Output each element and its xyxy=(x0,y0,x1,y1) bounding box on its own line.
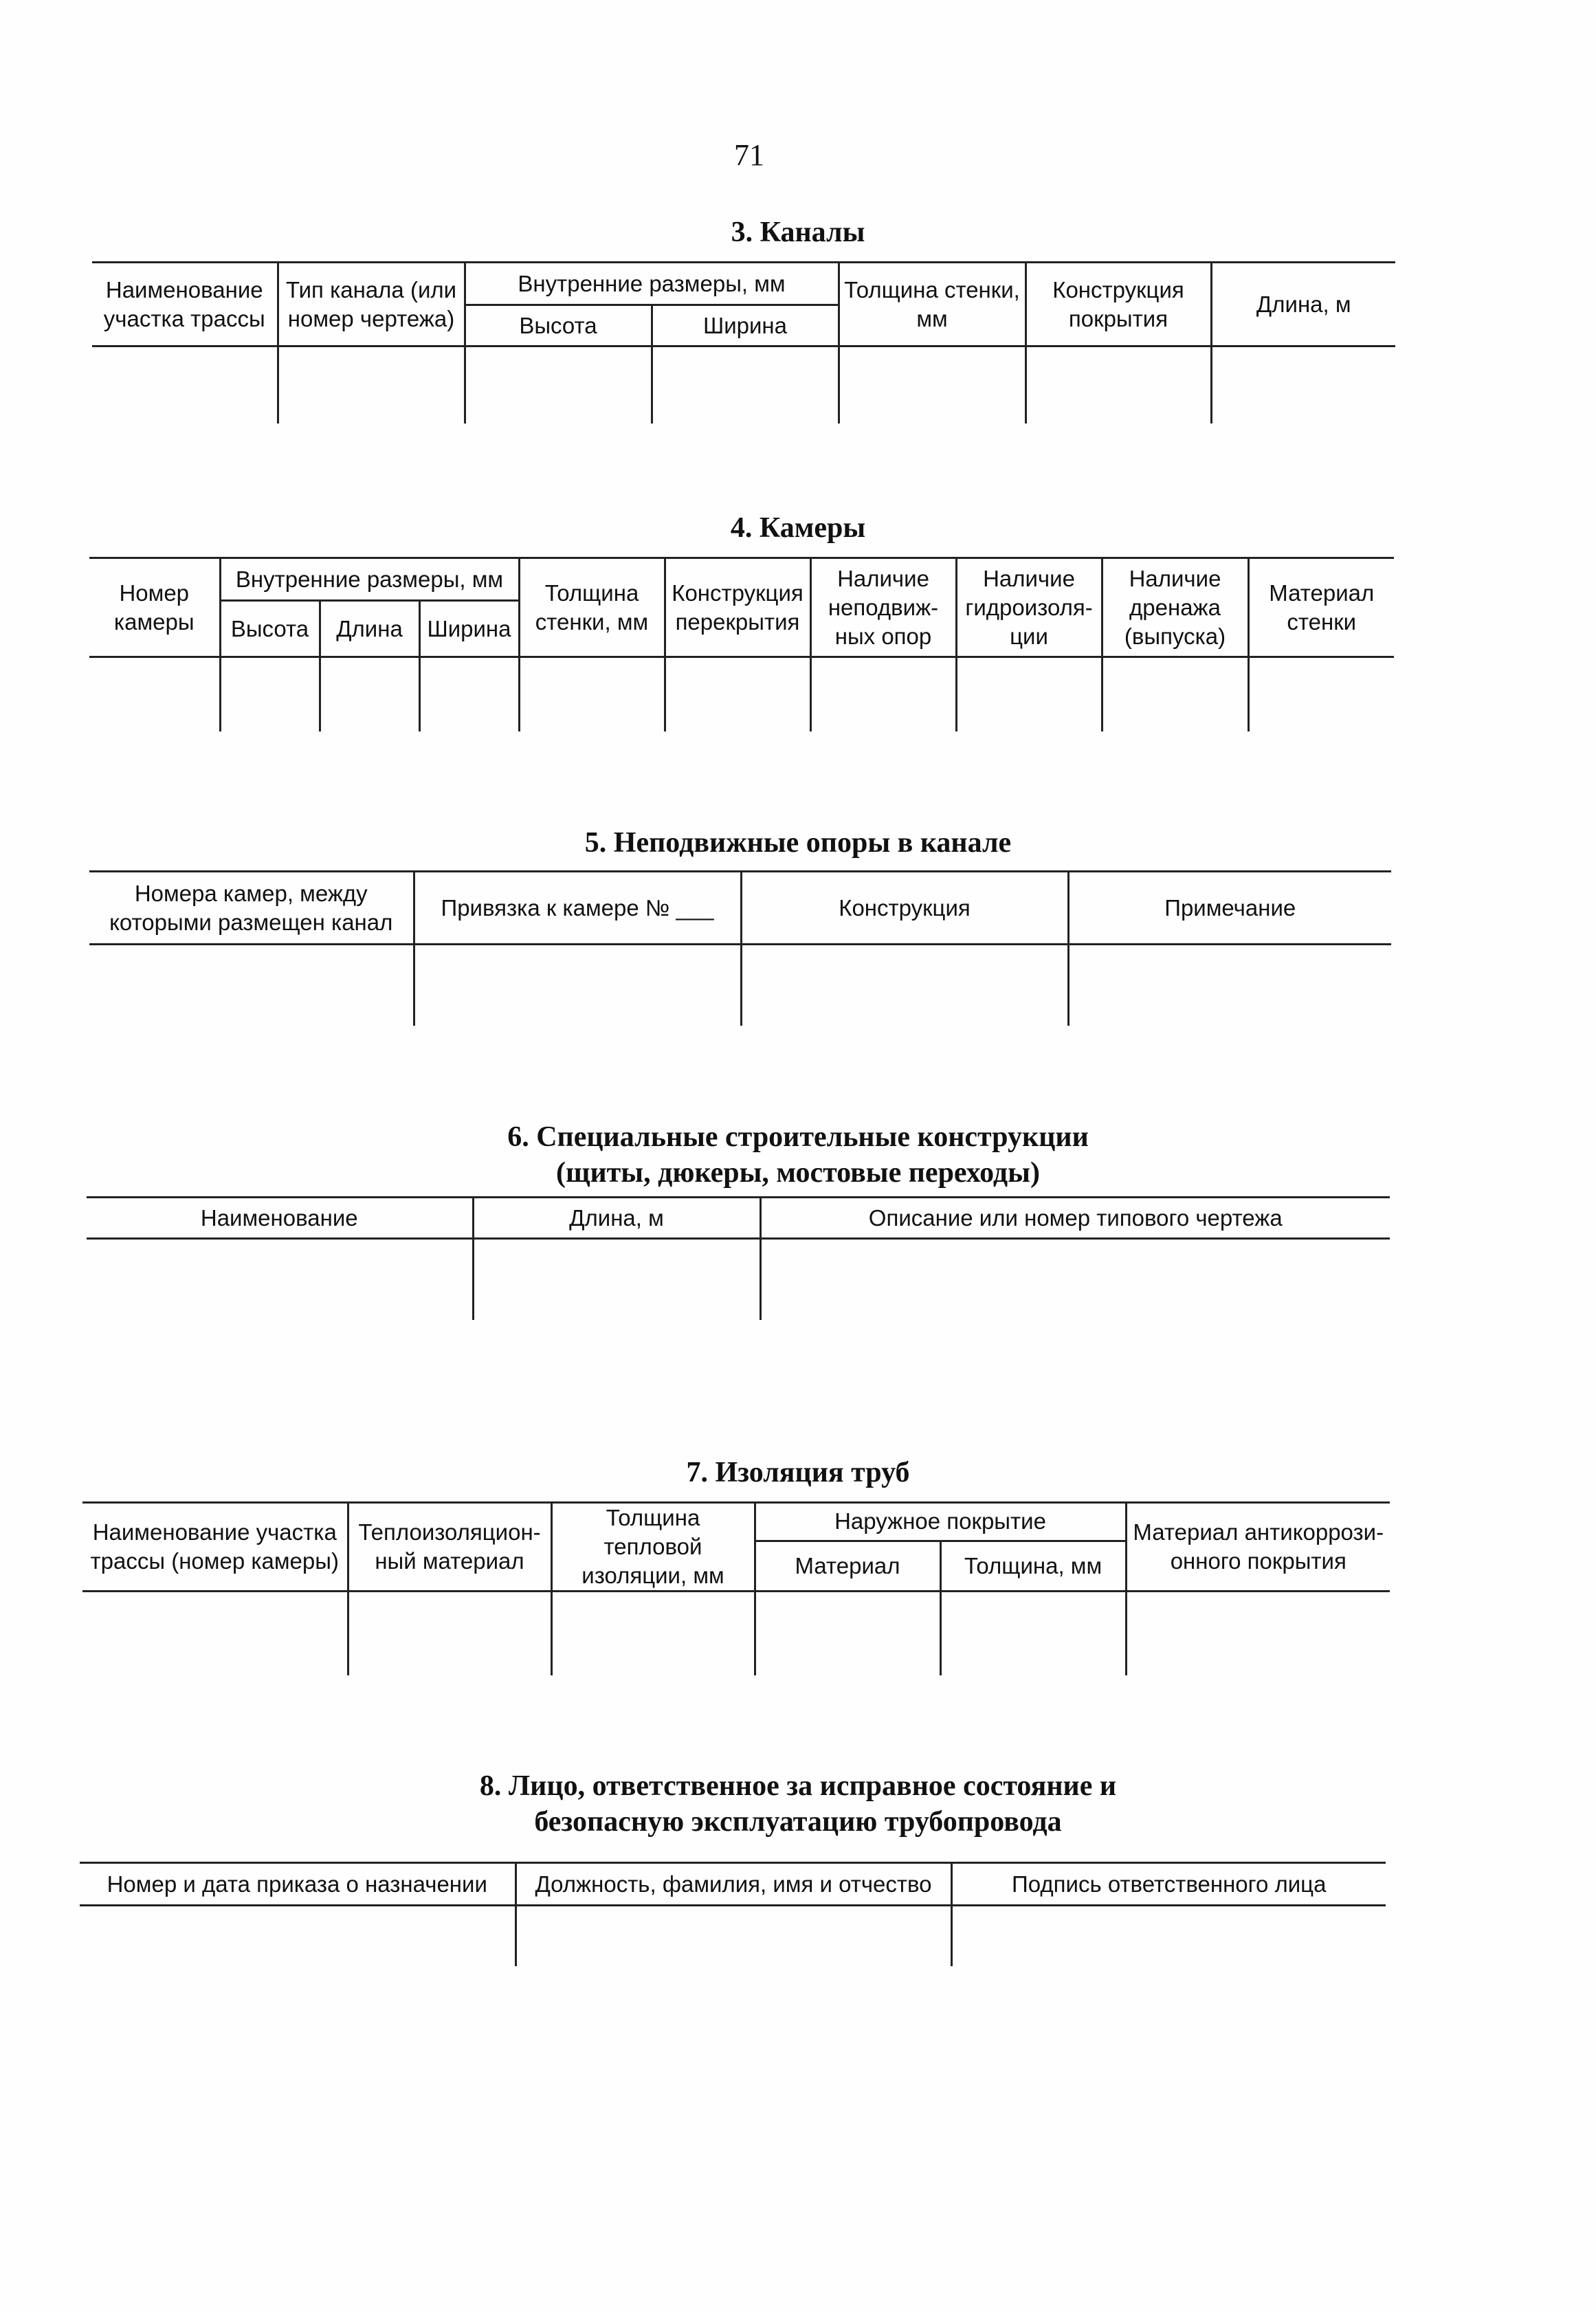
table-cell xyxy=(755,1592,940,1675)
header-chamber-numbers: Номера камер, между которыми размещен канал xyxy=(89,872,414,945)
header-insulation-thickness: Толщина тепловой изоляции, мм xyxy=(551,1503,755,1592)
table-cell xyxy=(278,346,465,423)
header-height: Высота xyxy=(220,601,320,657)
header-note: Примечание xyxy=(1068,872,1391,945)
table-row xyxy=(89,657,1394,731)
header-length: Длина xyxy=(320,601,419,657)
table-cell xyxy=(473,1239,760,1320)
fixed-supports-table xyxy=(89,870,1391,1026)
section-7-title: 7. Изоляция труб xyxy=(686,1457,910,1488)
table-cell xyxy=(1211,346,1395,423)
table-cell xyxy=(320,657,419,731)
header-wall-material: Материал стенки xyxy=(1248,558,1394,657)
chambers-table xyxy=(89,557,1394,731)
table-cell xyxy=(92,346,278,423)
table-cell xyxy=(741,945,1068,1026)
header-binding: Привязка к камере № ___ xyxy=(414,872,741,945)
header-inner-dimensions: Внутренние размеры, мм xyxy=(465,263,839,305)
header-signature: Подпись ответственного лица xyxy=(951,1863,1386,1906)
table-cell xyxy=(951,1906,1386,1966)
table-cell xyxy=(82,1592,348,1675)
header-name: Наименование xyxy=(87,1198,473,1239)
table-row xyxy=(82,1592,1390,1675)
table-cell xyxy=(89,945,414,1026)
header-coating-thickness: Толщина, мм xyxy=(940,1541,1126,1591)
header-ceiling-construction: Конструкция перекрытия xyxy=(665,558,810,657)
special-structures-table xyxy=(87,1196,1390,1320)
header-route-section: Наименование участка трассы xyxy=(92,263,278,346)
header-wall-thickness: Толщина стенки, мм xyxy=(839,263,1026,346)
table-row xyxy=(80,1906,1386,1966)
header-wall-thickness: Толщина стенки, мм xyxy=(519,558,665,657)
section-6-title-line1: 6. Специальные строительные конструкции xyxy=(507,1121,1089,1153)
table-cell xyxy=(956,657,1102,731)
table-cell xyxy=(220,657,320,731)
table-row xyxy=(87,1239,1390,1320)
table-cell xyxy=(665,657,810,731)
table-cell xyxy=(760,1239,1390,1320)
section-3-title: 3. Каналы xyxy=(731,217,865,248)
header-coating-material: Материал xyxy=(755,1541,940,1591)
table-cell xyxy=(419,657,519,731)
table-cell xyxy=(1126,1592,1390,1675)
header-channel-type: Тип канала (или номер чертежа) xyxy=(278,263,465,346)
header-width: Ширина xyxy=(419,601,519,657)
channels-table xyxy=(92,261,1395,423)
table-cell xyxy=(89,657,220,731)
header-outer-coating: Наружное покрытие xyxy=(755,1503,1126,1541)
section-8-title-line2: безопасную эксплуатацию трубопровода xyxy=(534,1806,1062,1838)
header-width: Ширина xyxy=(652,305,839,346)
header-insulation-material: Теплоизоляцион-ный материал xyxy=(348,1503,551,1592)
table-cell xyxy=(348,1592,551,1675)
table-cell xyxy=(839,346,1026,423)
table-cell xyxy=(519,657,665,731)
pipe-insulation-table xyxy=(82,1501,1390,1675)
table-cell xyxy=(516,1906,951,1966)
table-cell xyxy=(652,346,839,423)
responsible-person-table xyxy=(80,1862,1386,1966)
header-anticorrosion-material: Материал антикоррози-онного покрытия xyxy=(1126,1503,1390,1592)
header-waterproofing: Наличие гидроизоля-ции xyxy=(956,558,1102,657)
header-chamber-number: Номер камеры xyxy=(89,558,220,657)
section-8-title-line1: 8. Лицо, ответственное за исправное состояние и xyxy=(479,1770,1117,1802)
header-construction: Конструкция xyxy=(741,872,1068,945)
table-cell xyxy=(551,1592,755,1675)
table-cell xyxy=(1102,657,1248,731)
table-row xyxy=(89,945,1391,1026)
table-cell xyxy=(810,657,956,731)
header-inner-dimensions: Внутренние размеры, мм xyxy=(220,558,519,601)
table-cell xyxy=(940,1592,1126,1675)
header-length: Длина, м xyxy=(1211,263,1395,346)
header-description: Описание или номер типового чертежа xyxy=(760,1198,1390,1239)
page-number: 71 xyxy=(734,138,764,172)
header-fixed-supports: Наличие неподвиж-ных опор xyxy=(810,558,956,657)
header-position-name: Должность, фамилия, имя и отчество xyxy=(516,1863,951,1906)
header-route-section: Наименование участка трассы (номер камеры) xyxy=(82,1503,348,1592)
table-cell xyxy=(80,1906,516,1966)
header-height: Высота xyxy=(465,305,652,346)
section-6-title-line2: (щиты, дюкеры, мостовые переходы) xyxy=(556,1157,1040,1189)
header-drainage: Наличие дренажа (выпуска) xyxy=(1102,558,1248,657)
table-cell xyxy=(87,1239,473,1320)
table-cell xyxy=(465,346,652,423)
section-4-title: 4. Камеры xyxy=(730,512,866,544)
header-length: Длина, м xyxy=(473,1198,760,1239)
header-cover-construction: Конструкция покрытия xyxy=(1026,263,1211,346)
section-5-title: 5. Неподвижные опоры в канале xyxy=(584,827,1012,859)
header-order: Номер и дата приказа о назначении xyxy=(80,1863,516,1906)
table-cell xyxy=(1248,657,1394,731)
table-row xyxy=(92,346,1395,423)
table-cell xyxy=(414,945,741,1026)
table-cell xyxy=(1026,346,1211,423)
table-cell xyxy=(1068,945,1391,1026)
